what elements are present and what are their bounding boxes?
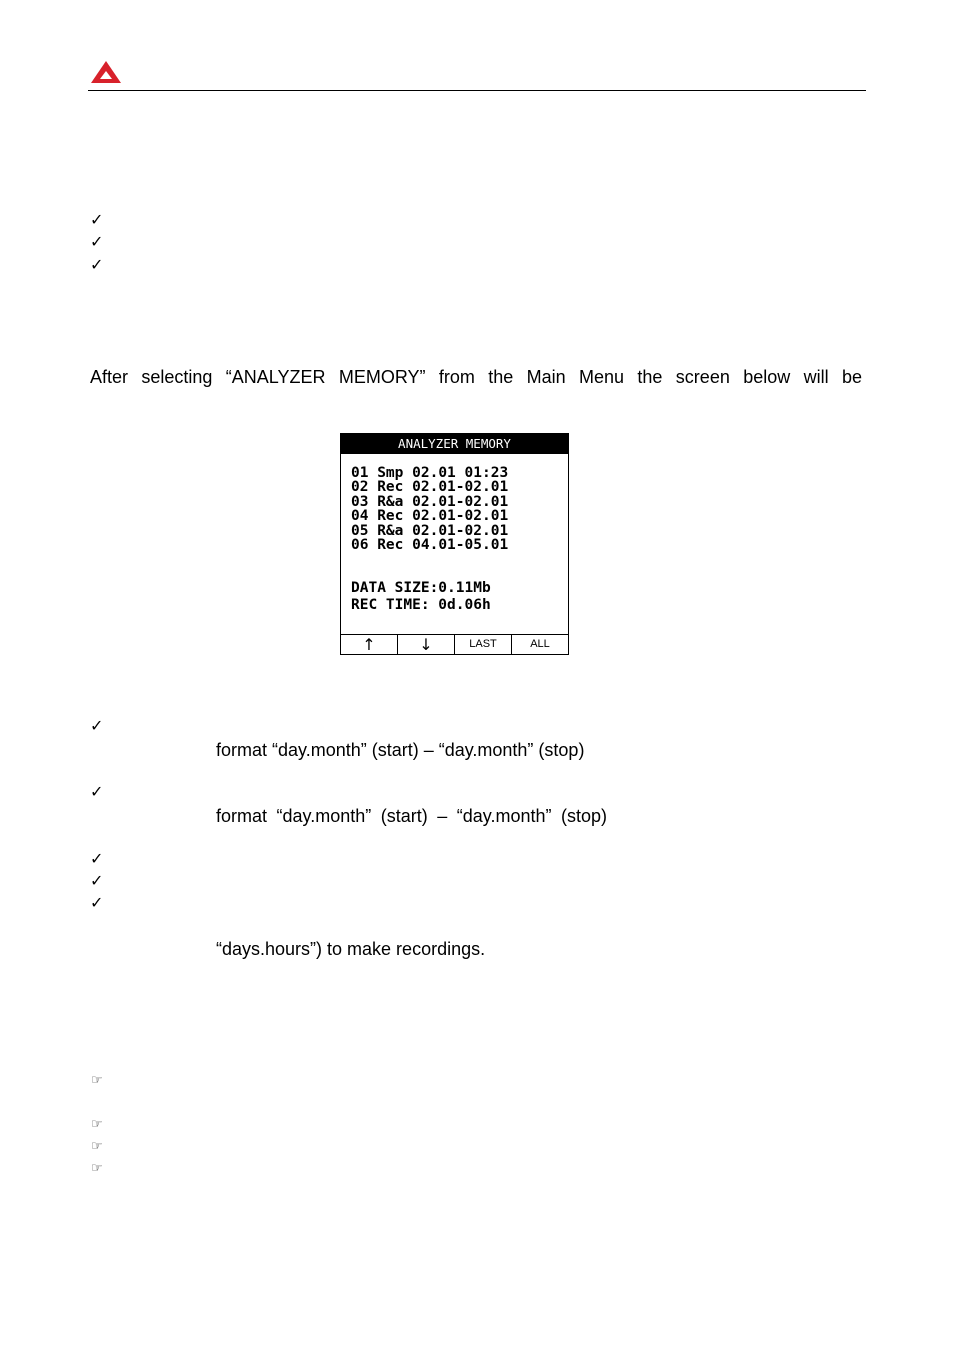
record-number: 06 <box>351 536 369 553</box>
check-icon: ✓ <box>90 893 104 912</box>
record-number: 03 <box>351 493 369 510</box>
pointing-hand-icon: ☞ <box>91 1117 103 1132</box>
record-type: Smp <box>377 465 404 481</box>
pointing-hand-icon: ☞ <box>91 1073 103 1088</box>
screen-title: ANALYZER MEMORY <box>341 434 568 454</box>
record-type: R&a <box>377 522 404 539</box>
memory-record[interactable] <box>351 495 508 509</box>
check-icon: ✓ <box>90 716 104 735</box>
record-range: 02.01-02.01 <box>412 493 509 510</box>
down-arrow-softkey[interactable]: ↓ <box>397 635 454 655</box>
header-rule <box>88 90 866 91</box>
check-icon: ✓ <box>90 782 104 801</box>
format-description-2: format “day.month” (start) – “day.month” (stop) <box>216 806 607 826</box>
brand-logo-icon <box>90 60 122 84</box>
softkey-bar <box>341 634 568 655</box>
all-softkey[interactable]: ALL <box>511 635 568 655</box>
record-range: 02.01-02.01 <box>412 508 509 525</box>
days-hours-description: “days.hours”) to make recordings. <box>216 939 486 959</box>
memory-record-list <box>351 466 508 552</box>
check-icon: ✓ <box>90 255 104 274</box>
record-range: 02.01-02.01 <box>412 522 509 539</box>
record-number: 01 <box>351 465 369 481</box>
rec-time-readout: REC TIME: 0d.06h <box>351 597 491 613</box>
memory-record[interactable] <box>351 509 508 523</box>
memory-record[interactable] <box>351 466 508 480</box>
pointing-hand-icon: ☞ <box>91 1161 103 1176</box>
data-size-readout: DATA SIZE:0.11Mb <box>351 580 491 596</box>
memory-record[interactable] <box>351 538 508 552</box>
record-number: 02 <box>351 479 369 496</box>
check-icon: ✓ <box>90 232 104 251</box>
up-arrow-softkey[interactable]: ↑ <box>362 635 376 654</box>
last-softkey[interactable]: LAST <box>454 635 511 655</box>
record-type: Rec <box>377 479 404 496</box>
analyzer-memory-screen <box>340 433 569 655</box>
format-description-1: format “day.month” (start) – “day.month” (stop) <box>216 740 585 760</box>
record-number: 04 <box>351 508 369 525</box>
memory-record[interactable] <box>351 480 508 494</box>
record-type: R&a <box>377 493 404 510</box>
record-type: Rec <box>377 508 404 525</box>
record-range: 02.01-02.01 <box>412 479 509 496</box>
memory-record[interactable] <box>351 524 508 538</box>
record-range: 04.01-05.01 <box>412 536 509 553</box>
record-range: 02.01 01:23 <box>412 465 509 481</box>
intro-paragraph: After selecting “ANALYZER MEMORY” from the Main Menu the screen below will be <box>90 367 862 387</box>
check-icon: ✓ <box>90 871 104 890</box>
check-icon: ✓ <box>90 849 104 868</box>
record-type: Rec <box>377 536 404 553</box>
record-number: 05 <box>351 522 369 539</box>
check-icon: ✓ <box>90 210 104 229</box>
pointing-hand-icon: ☞ <box>91 1139 103 1154</box>
